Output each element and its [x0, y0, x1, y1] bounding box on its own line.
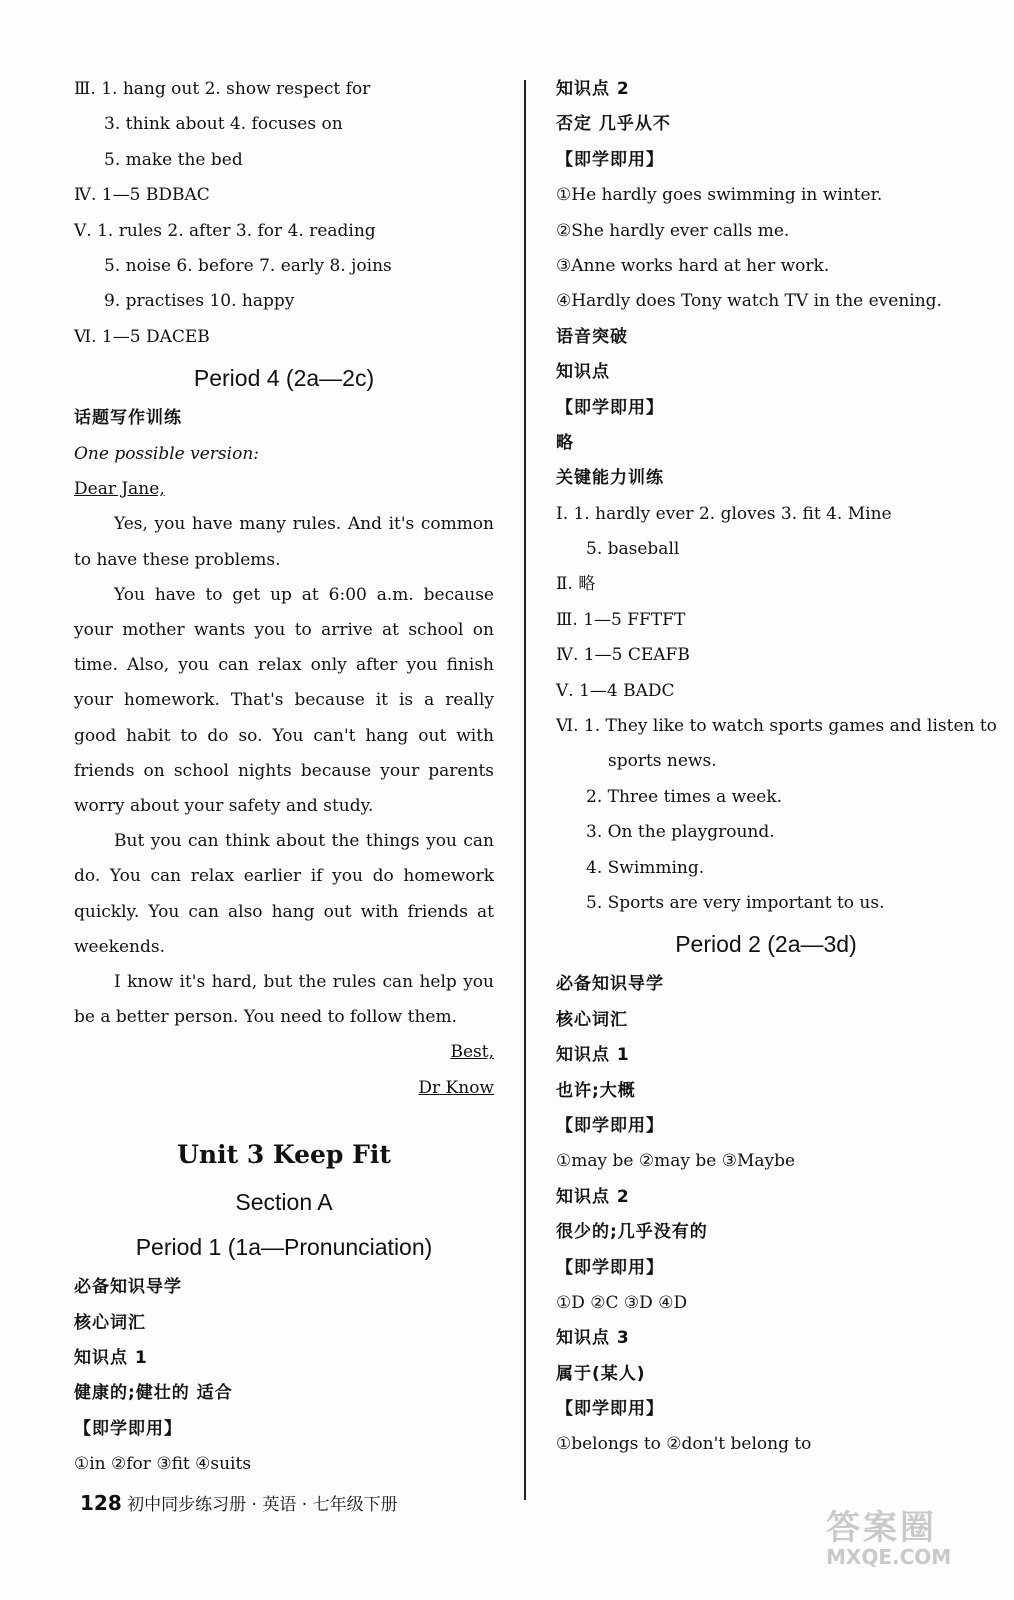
text-line: 否定 几乎从不	[556, 114, 671, 135]
text-line: 话题写作训练	[74, 408, 182, 429]
text-line: 关键能力训练	[556, 468, 664, 489]
text-line: ④Hardly does Tony watch TV in the evening.	[556, 291, 942, 312]
text-line: 很少的;几乎没有的	[556, 1222, 708, 1243]
text-line: ③Anne works hard at her work.	[556, 255, 830, 276]
text-line: 知识点 1	[556, 1045, 630, 1066]
text-line: Ⅱ. 略	[556, 574, 596, 595]
watermark-top-text: 答案圈	[826, 1508, 937, 1548]
text-line: 2. Three times a week.	[586, 786, 783, 807]
letter-paragraph: Yes, you have many rules. And it's common to have these problems.	[74, 514, 494, 570]
letter-paragraph: You have to get up at 6:00 a.m. because your mother wants you to arrive at school on time. Also, you can relax only after you finish your homework. That's because it is a really good habit to do so. You can't hang out with friends on school nights because your parents worry about your safety and study.	[74, 584, 494, 816]
text-line: 健康的;健壮的 适合	[74, 1383, 233, 1404]
text-line: ①He hardly goes swimming in winter.	[556, 185, 883, 206]
text-line: 属于(某人)	[556, 1363, 646, 1384]
period-heading: Period 1 (1a—Pronunciation)	[135, 1234, 433, 1261]
text-line: 也许;大概	[556, 1080, 636, 1101]
text-line: sports news.	[608, 751, 717, 772]
letter-paragraph: But you can think about the things you can do. You can relax earlier if you do homework quickly. You can also hang out with friends at weekends.	[74, 831, 494, 957]
text-line: Ⅵ. 1. They like to watch sports games and listen to	[556, 716, 997, 737]
text-line: Ⅵ. 1—5 DACEB	[74, 326, 210, 347]
text-line: ②She hardly ever calls me.	[556, 220, 790, 241]
text-line: Ⅰ. 1. hardly ever 2. gloves 3. fit 4. Mine	[556, 503, 892, 524]
text-line: 3. think about 4. focuses on	[104, 114, 343, 135]
text-line: Ⅳ. 1—5 BDBAC	[74, 185, 210, 206]
text-line: 语音突破	[556, 326, 628, 347]
text-line: One possible version:	[74, 443, 259, 464]
watermark-bottom-text: MXQE.COM	[826, 1545, 952, 1569]
text-line: 【即学即用】	[74, 1418, 182, 1439]
text-line: ①D ②C ③D ④D	[556, 1292, 688, 1313]
text-line: 核心词汇	[74, 1312, 146, 1333]
book-title: 初中同步练习册 · 英语 · 七年级下册	[127, 1495, 398, 1515]
column-divider	[524, 80, 526, 1500]
text-line: 知识点 1	[74, 1347, 148, 1368]
text-line: Best,	[450, 1042, 494, 1063]
text-line: ①in ②for ③fit ④suits	[74, 1454, 252, 1475]
text-line: 核心词汇	[556, 1009, 628, 1030]
text-line: 必备知识导学	[74, 1277, 182, 1298]
text-line: 知识点 2	[556, 1186, 630, 1207]
left-column	[74, 72, 494, 1482]
text-line: ①belongs to ②don't belong to	[556, 1434, 812, 1455]
right-column	[556, 72, 997, 1463]
text-line: 9. practises 10. happy	[104, 291, 295, 312]
text-line: 【即学即用】	[556, 149, 664, 170]
text-line: 知识点 3	[556, 1328, 630, 1349]
watermark-logo	[826, 1500, 996, 1580]
text-line: 5. noise 6. before 7. early 8. joins	[104, 255, 392, 276]
text-line: 5. Sports are very important to us.	[586, 892, 885, 913]
section-title: Section A	[235, 1189, 333, 1216]
text-line: 知识点	[556, 362, 610, 383]
period-heading: Period 2 (2a—3d)	[675, 931, 857, 958]
text-line: 必备知识导学	[556, 974, 664, 995]
spacer	[74, 1106, 494, 1130]
letter-paragraph: I know it's hard, but the rules can help you be a better person. You need to follow them.	[74, 971, 494, 1028]
text-line: Ⅳ. 1—5 CEAFB	[556, 645, 690, 666]
text-line: 知识点 2	[556, 79, 630, 99]
page-number: 128	[80, 1491, 122, 1515]
text-line: Ⅲ. 1—5 FFTFT	[556, 609, 686, 630]
text-line: 5. baseball	[586, 539, 680, 560]
text-line: Ⅴ. 1—4 BADC	[556, 680, 675, 701]
text-line: Ⅲ. 1. hang out 2. show respect for	[74, 79, 371, 99]
text-line: Dr Know	[418, 1077, 494, 1098]
text-line: ①may be ②may be ③Maybe	[556, 1151, 796, 1172]
text-line: 【即学即用】	[556, 1257, 664, 1278]
text-line: 【即学即用】	[556, 397, 664, 418]
text-line: Dear Jane,	[74, 478, 165, 499]
text-line: 4. Swimming.	[586, 857, 705, 878]
unit-title: Unit 3 Keep Fit	[177, 1140, 391, 1170]
text-line: 略	[556, 432, 574, 453]
text-line: 【即学即用】	[556, 1399, 664, 1420]
page-footer	[80, 1490, 398, 1515]
text-line: 5. make the bed	[104, 149, 243, 170]
text-line: 3. On the playground.	[586, 822, 775, 843]
period-heading: Period 4 (2a—2c)	[193, 365, 375, 392]
text-line: 【即学即用】	[556, 1115, 664, 1136]
text-line: Ⅴ. 1. rules 2. after 3. for 4. reading	[74, 220, 376, 241]
